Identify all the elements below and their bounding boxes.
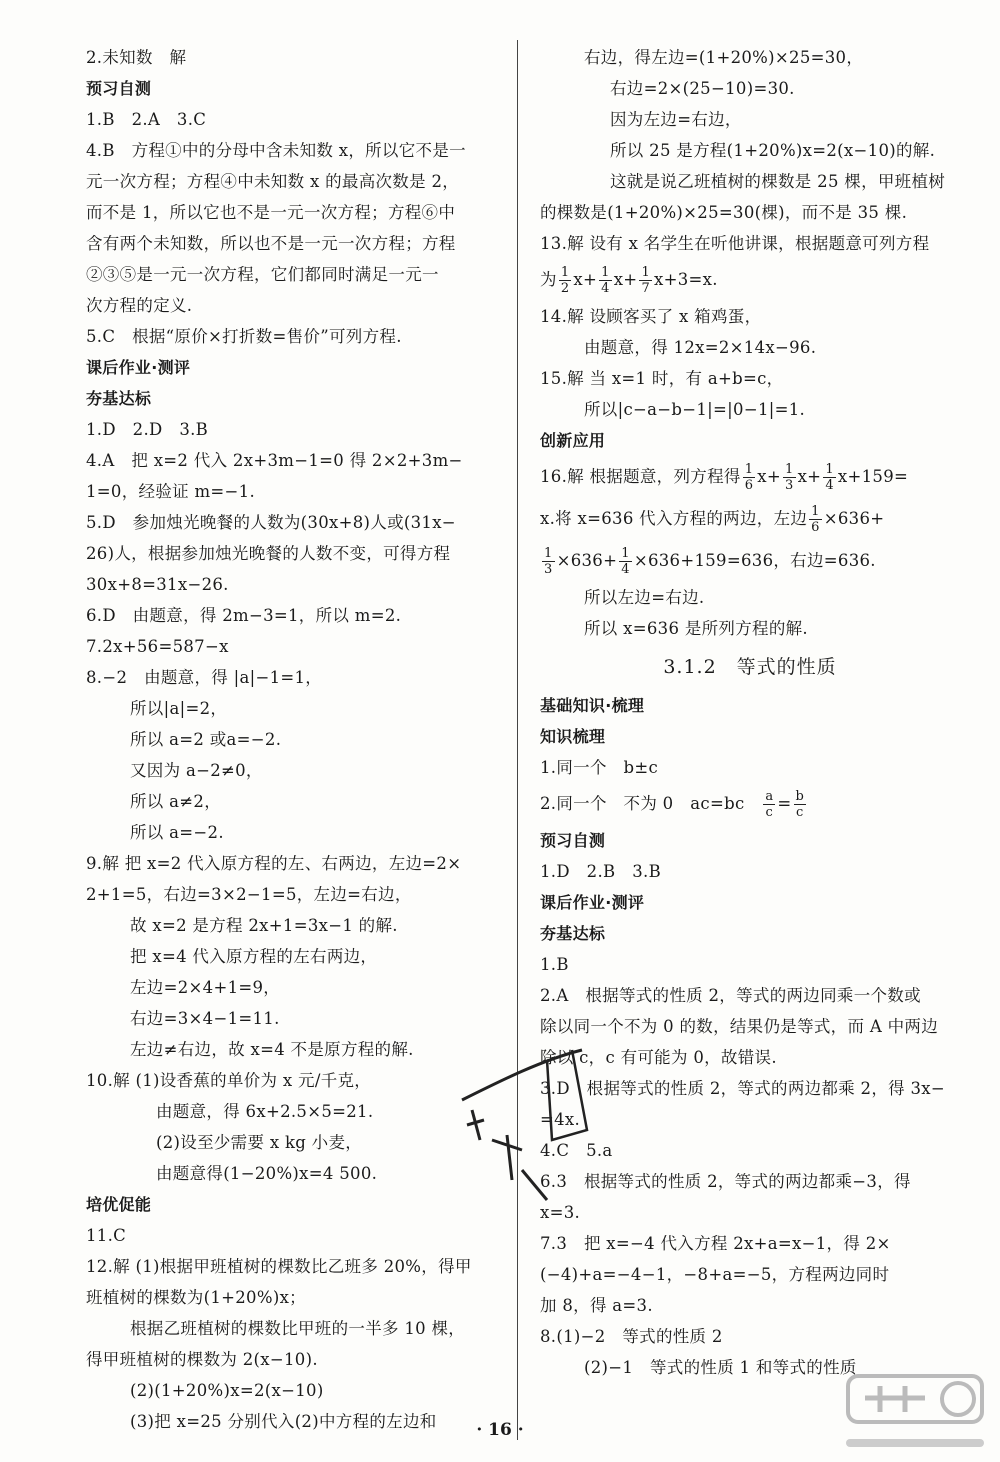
subheading: 培优促能 <box>86 1195 152 1214</box>
line-text: 2.同一个 不为 0 ac=bc <box>540 794 745 813</box>
fraction-denominator: 4 <box>601 281 610 296</box>
line-text: ×636+ <box>556 551 618 570</box>
answer-line: 2.A 根据等式的性质 2，等式的两边同乘一个数或 <box>540 986 921 1005</box>
fraction-numerator: a <box>765 789 774 804</box>
fraction <box>542 546 555 577</box>
answer-line: ②③⑤是一元一次方程，它们都同时满足一元一 <box>86 265 439 284</box>
answer-line: 26)人，根据参加烛光晚餐的人数不变，可得方程 <box>86 544 451 563</box>
answer-line: 1.D 2.B 3.B <box>540 862 662 881</box>
answer-line: 所以 25 是方程(1+20%)x=2(x−10)的解. <box>610 141 936 160</box>
answer-line: 1.B 2.A 3.C <box>86 110 207 129</box>
answer-line: 1.B <box>540 955 569 974</box>
answer-line: 3.D 根据等式的性质 2，等式的两边都乘 2，得 3x− <box>540 1079 946 1098</box>
handwritten-stamp <box>452 1040 592 1210</box>
answer-line: 左边≠右边，故 x=4 不是原方程的解. <box>130 1040 414 1059</box>
answer-line: 7.2x+56=587−x <box>86 637 229 656</box>
fraction <box>823 462 836 493</box>
fraction <box>559 265 572 296</box>
right-column <box>540 42 960 1383</box>
answer-line: 2.未知数 解 <box>86 48 187 67</box>
answer-line: 1.D 2.D 3.B <box>86 420 209 439</box>
subheading: 预习自测 <box>540 831 606 850</box>
answer-line: (2)设至少需要 x kg 小麦， <box>156 1133 363 1152</box>
section-title: 3.1.2 等式的性质 <box>663 656 837 678</box>
fraction <box>763 789 775 820</box>
answer-line: 除以 c，c 有可能为 0，故错误. <box>540 1048 777 1067</box>
answer-line: 4.A 把 x=2 代入 2x+3m−1=0 得 2×2+3m− <box>86 451 463 470</box>
answer-line: x=3. <box>540 1203 581 1222</box>
fraction-denominator: 7 <box>641 281 651 296</box>
column-divider <box>517 40 518 1440</box>
watermark-logo <box>840 1368 990 1458</box>
answer-line: 左边=2×4+1=9， <box>130 978 281 997</box>
fraction-numerator: 1 <box>601 265 610 280</box>
fraction-numerator: 1 <box>811 504 820 519</box>
answer-line: 5.C 根据“原价×打折数=售价”可列方程. <box>86 327 402 346</box>
answer-line: 元一次方程；方程④中未知数 x 的最高次数是 2， <box>86 172 460 191</box>
answer-line: 14.解 设顾客买了 x 箱鸡蛋， <box>540 307 762 326</box>
fraction-numerator: 1 <box>560 265 570 280</box>
fraction-numerator: 1 <box>744 462 754 477</box>
answer-line: 30x+8=31x−26. <box>86 575 229 594</box>
fraction <box>639 265 652 296</box>
equation-line-q16 <box>540 540 960 582</box>
line-text: = <box>777 794 792 813</box>
fraction-denominator: c <box>765 805 774 820</box>
answer-line: (3)把 x=25 分别代入(2)中方程的左边和 <box>130 1412 437 1431</box>
answer-line: 班植树的棵数为(1+20%)x； <box>86 1288 306 1307</box>
answer-line: 所以左边=右边. <box>584 588 705 607</box>
line-text: ×636+ <box>823 509 885 528</box>
answer-line: 所以|c−a−b−1|=|0−1|=1. <box>584 400 806 419</box>
answer-line: 8.(1)−2 等式的性质 2 <box>540 1327 723 1346</box>
answer-line: 加 8，得 a=3. <box>540 1296 653 1315</box>
answer-line: 2+1=5，右边=3×2−1=5，左边=右边， <box>86 885 412 904</box>
line-text: x+159= <box>837 467 909 486</box>
line-text: x.将 x=636 代入方程的两边，左边 <box>540 509 808 528</box>
answer-line: 根据乙班植树的棵数比甲班的一半多 10 棵， <box>130 1319 466 1338</box>
subheading: 夯基达标 <box>540 924 606 943</box>
fraction-denominator: 3 <box>544 562 553 577</box>
answer-line: 所以 a=2 或a=−2. <box>130 730 282 749</box>
answer-line: 因为左边=右边， <box>610 110 742 129</box>
answer-line: 得甲班植树的棵数为 2(x−10). <box>86 1350 318 1369</box>
fraction <box>743 462 756 493</box>
subheading: 创新应用 <box>540 431 606 450</box>
answer-line: 故 x=2 是方程 2x+1=3x−1 的解. <box>130 916 398 935</box>
answer-line: 1.同一个 b±c <box>540 758 659 777</box>
answer-line: (2)(1+20%)x=2(x−10) <box>130 1381 324 1400</box>
subheading: 预习自测 <box>86 79 152 98</box>
left-column <box>86 42 504 1437</box>
line-text: 16.解 根据题意，列方程得 <box>540 467 741 486</box>
answer-line: 13.解 设有 x 名学生在听他讲课，根据题意可列方程 <box>540 234 930 253</box>
answer-line: 6.D 由题意，得 2m−3=1，所以 m=2. <box>86 606 402 625</box>
subheading: 夯基达标 <box>86 389 152 408</box>
fraction-numerator: 1 <box>785 462 794 477</box>
answer-line: 7.3 把 x=−4 代入方程 2x+a=x−1，得 2× <box>540 1234 891 1253</box>
answer-line: 把 x=4 代入原方程的左右两边， <box>130 947 378 966</box>
answer-line: 6.3 根据等式的性质 2，等式的两边都乘−3，得 <box>540 1172 911 1191</box>
answer-line: 8.−2 由题意，得 |a|−1=1， <box>86 668 323 687</box>
fraction-denominator: 4 <box>825 478 834 493</box>
equation-line-q16: 16.解 根据题意，列方程得 $\frac{1}{6}$ x+ $\frac{1}{3}$ x+ $\frac{1}{4}$ x+159= <box>540 462 909 493</box>
answer-line: 所以 a=−2. <box>130 823 224 842</box>
answer-line: 右边=2×(25−10)=30. <box>610 79 795 98</box>
fraction-numerator: 1 <box>544 546 553 561</box>
answer-line: =4x. <box>540 1110 581 1129</box>
equation-line-q16 <box>540 498 960 540</box>
fraction <box>783 462 796 493</box>
page-number: · 16 · <box>476 1420 524 1440</box>
subheading: 课后作业·测评 <box>540 893 645 912</box>
answer-line: (2)−1 等式的性质 1 和等式的性质 <box>584 1358 857 1377</box>
answer-line: 4.B 方程①中的分母中含未知数 x，所以它不是一 <box>86 141 466 160</box>
fraction-denominator: 6 <box>811 520 820 535</box>
fraction <box>619 546 632 577</box>
answer-line: 所以|a|=2， <box>130 699 228 718</box>
fraction <box>599 265 612 296</box>
fraction-numerator: 1 <box>825 462 834 477</box>
answer-line: 9.解 把 x=2 代入原方程的左、右两边，左边=2× <box>86 854 462 873</box>
fraction-denominator: 3 <box>785 478 794 493</box>
subheading: 知识梳理 <box>540 727 606 746</box>
answer-line: 由题意，得 6x+2.5×5=21. <box>156 1102 374 1121</box>
answer-line: 15.解 当 x=1 时，有 a+b=c， <box>540 369 784 388</box>
fraction <box>809 504 822 535</box>
answer-line: 这就是说乙班植树的棵数是 25 棵，甲班植树 <box>610 172 946 191</box>
answer-line: 10.解 (1)设香蕉的单价为 x 元/千克， <box>86 1071 372 1090</box>
answer-line: 右边，得左边=(1+20%)×25=30， <box>584 48 864 67</box>
answer-line: 1=0，经验证 m=−1. <box>86 482 256 501</box>
answer-line: 5.D 参加烛光晚餐的人数为(30x+8)人或(31x− <box>86 513 456 532</box>
fraction-denominator: c <box>796 805 804 820</box>
fraction-denominator: 2 <box>560 281 570 296</box>
equation-line-q13: 为 $\frac{1}{2}$ x+ $\frac{1}{4}$ x+ $\frac{1}{7}$ x+3=x. <box>540 265 718 296</box>
answer-line: 由题意，得 12x=2×14x−96. <box>584 338 817 357</box>
knowledge-line-2 <box>540 783 960 825</box>
line-text: ×636+159=636，右边=636. <box>633 551 876 570</box>
answer-line: 次方程的定义. <box>86 296 193 315</box>
subheading: 课后作业·测评 <box>86 358 191 377</box>
answer-line: 的棵数是(1+20%)×25=30(棵)，而不是 35 棵. <box>540 203 908 222</box>
fraction-numerator: b <box>795 789 805 804</box>
line-text: 为 <box>540 270 557 289</box>
answer-line: 含有两个未知数，所以也不是一元一次方程；方程 <box>86 234 456 253</box>
answer-line: (−4)+a=−4−1，−8+a=−5，方程两边同时 <box>540 1265 890 1284</box>
answer-line: 12.解 (1)根据甲班植树的棵数比乙班多 20%，得甲 <box>86 1257 472 1276</box>
answer-line: 4.C 5.a <box>540 1141 613 1160</box>
fraction-numerator: 1 <box>641 265 651 280</box>
answer-line: 除以同一个不为 0 的数，结果仍是等式，而 A 中两边 <box>540 1017 938 1036</box>
answer-line: 所以 x=636 是所列方程的解. <box>584 619 808 638</box>
answer-line: 所以 a≠2， <box>130 792 222 811</box>
answer-line: 又因为 a−2≠0， <box>130 761 263 780</box>
answer-line: 由题意得(1−20%)x=4 500. <box>156 1164 378 1183</box>
fraction-denominator: 4 <box>621 562 630 577</box>
fraction-denominator: 6 <box>744 478 754 493</box>
line-text: x+3=x. <box>654 270 718 289</box>
answer-line: 而不是 1，所以它也不是一元一次方程；方程⑥中 <box>86 203 456 222</box>
fraction <box>794 789 807 820</box>
fraction-numerator: 1 <box>621 546 630 561</box>
answer-line: 右边=3×4−1=11. <box>130 1009 280 1028</box>
answer-line: 11.C <box>86 1226 127 1245</box>
subheading: 基础知识·梳理 <box>540 696 645 715</box>
